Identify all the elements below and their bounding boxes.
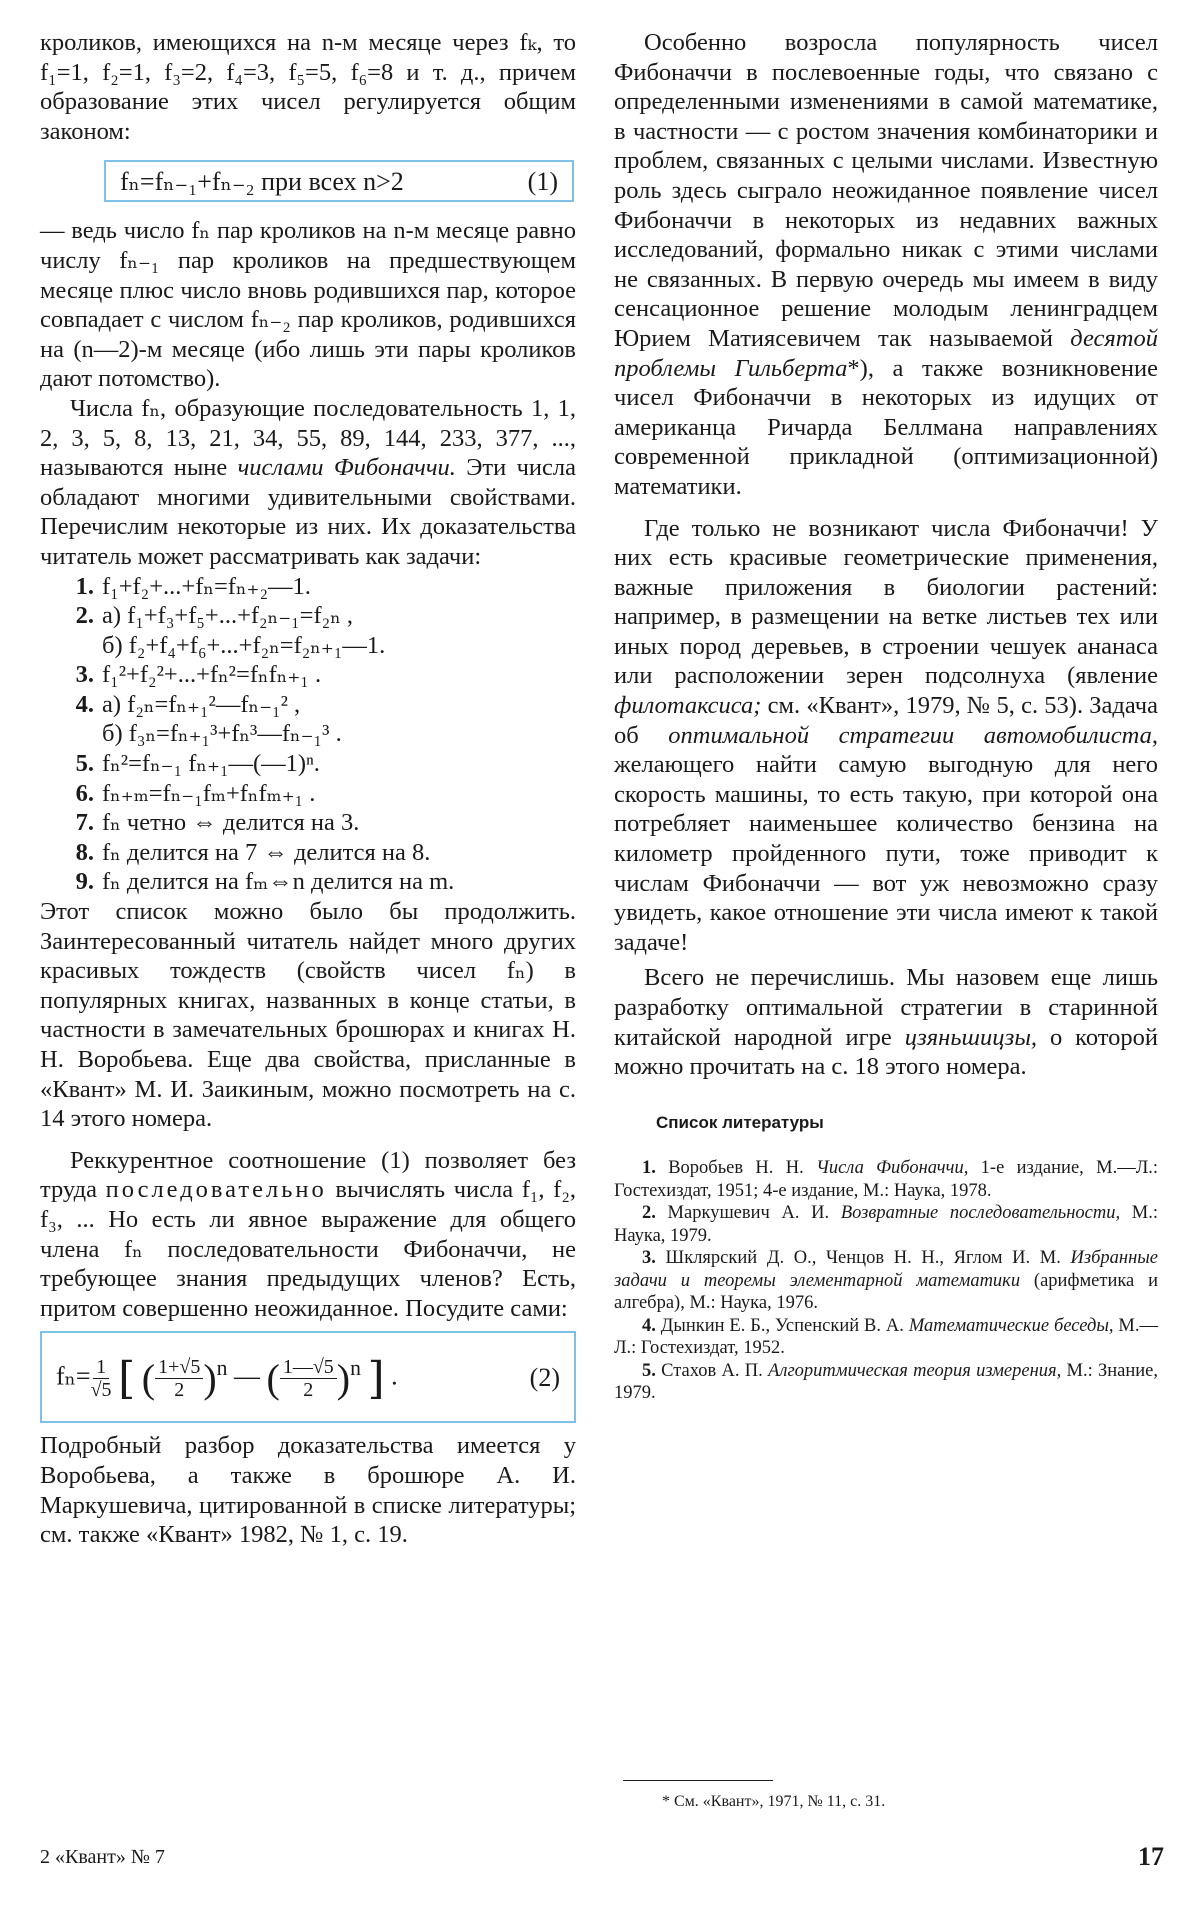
formula-2-box: [40, 1331, 576, 1423]
formula-2-tag: (2): [529, 1362, 560, 1392]
paragraph: Реккурентное соотношение (1) позволяет без труда последовательно вычислять числа f₁, f₂, f₃, ... Но есть ли явное выражение для общего члена fₙ последовательности Фибоначчи, не требующее знания предыдущих членов? Есть, притом совершенно неожиданное. Посудите сами:: [40, 1146, 576, 1322]
list-item: б) f₃ₙ=fₙ₊₁³+fₙ³—fₙ₋₁³ .: [102, 720, 342, 748]
reference-item: 4. Дынкин Е. Б., Успенский В. А. Математические беседы, М.—Л.: Гостехиздат, 1952.: [614, 1315, 1158, 1359]
list-item: 8. fₙ делится на 7 ⇔ делится на 8.: [75, 838, 431, 866]
properties-list: [40, 572, 576, 898]
references-list: [614, 1157, 1158, 1405]
formula-1-box: [104, 160, 574, 202]
paragraph: Особенно возросла популярность чисел Фибоначчи в послевоенные годы, что связано с определенными изменениями в самой математике, в частности — с ростом значения комбинаторики и проблем, связанных с целыми числами. Известную роль здесь сыграло неожиданное появление чисел Фибоначчи в некоторых из недавних важных исследований, формально никак с этими числами не связанных. В первую очередь мы имеем в виду сенсационное решение молодым ленинградцем Юрием Матиясевичем так называемой десятой проблемы Гильберта*), а также возникновение чисел Фибоначчи в некоторых из идущих от американца Ричарда Беллмана направлениях современной прикладной (оптимизационной) математики.: [614, 29, 1159, 500]
page-number: 17: [1138, 1842, 1164, 1871]
formula-1-tag: (1): [527, 166, 558, 196]
list-item: б) f₂+f₄+f₆+...+f₂ₙ=f₂ₙ₊₁—1.: [102, 631, 386, 659]
reference-item: 5. Стахов А. П. Алгоритмическая теория измерения, М.: Знание, 1979.: [614, 1360, 1159, 1404]
footnote-rule: [623, 1780, 773, 1781]
list-item: 2. а) f₁+f₃+f₅+...+f₂ₙ₋₁=f₂ₙ ,: [75, 602, 354, 630]
paragraph: — ведь число fₙ пар кроликов на n-м месяце равно числу fₙ₋₁ пар кроликов на предшествующем месяце плюс число вновь родившихся пар, которое совпадает с числом fₙ₋₂ пар кроликов, родившихся на (n—2)-м месяце (ибо лишь эти пары кроликов дают потомство).: [40, 217, 576, 393]
list-item: 1. f₁+f₂+...+fₙ=fₙ₊₂—1.: [75, 572, 311, 600]
list-item: 5. fₙ²=fₙ₋₁ fₙ₊₁—(—1)ⁿ.: [75, 750, 320, 778]
right-column: [614, 28, 1158, 1405]
paragraph: Числа fₙ, образующие последовательность 1, 1, 2, 3, 5, 8, 13, 21, 34, 55, 89, 144, 233, 377, ..., называются ныне числами Фибоначчи. Эти числа обладают многими удивительными свойствами. Перечислим некоторые из них. Их доказательства читатель может рассматривать как задачи:: [40, 394, 576, 570]
list-item: 3. f₁²+f₂²+...+fₙ²=fₙfₙ₊₁ .: [75, 661, 322, 689]
left-column: [40, 28, 576, 1550]
list-item: 9. fₙ делится на fₘ⇔n делится на m.: [75, 868, 455, 896]
reference-item: 1. Воробьев Н. Н. Числа Фибоначчи, 1-е издание, М.—Л.: Гостехиздат, 1951; 4-е издание, М.: Наука, 1978.: [614, 1158, 1159, 1201]
list-item: 6. fₙ₊ₘ=fₙ₋₁fₘ+fₙfₘ₊₁ .: [75, 779, 316, 807]
paragraph: Подробный разбор доказательства имеется у Воробьева, а также в брошюре А. И. Маркушевича, цитированной в списке литературы; см. также «Квант» 1982, № 1, с. 19.: [40, 1432, 576, 1549]
paragraph: кроликов, имеющихся на n-м месяце через fₖ, то f₁=1, f₂=1, f₃=2, f₄=3, f₅=5, f₆=8 и т. д., причем образование этих чисел регулируется общим законом:: [40, 29, 576, 145]
footnote: * См. «Квант», 1971, № 11, с. 31.: [662, 1793, 886, 1810]
list-item: 7. fₙ четно ⇔ делится на 3.: [75, 809, 360, 837]
reference-item: 2. Маркушевич А. И. Возвратные последовательности, М.: Наука, 1979.: [614, 1203, 1158, 1246]
paragraph: Этот список можно было бы продолжить. Заинтересованный читатель найдет много других красивых тождеств (свойств чисел fₙ) в популярных книгах, названных в конце статьи, в частности в замечательных брошюрах и книгах Н. Н. Воробьева. Еще два свойства, присланные в «Квант» М. И. Заикиным, можно посмотреть на с. 14 этого номера.: [40, 898, 576, 1133]
running-footer: 2 «Квант» № 7: [40, 1846, 165, 1868]
list-item: 4. а) f₂ₙ=fₙ₊₁²—fₙ₋₁² ,: [75, 690, 301, 718]
formula-1: fₙ=fₙ₋₁+fₙ₋₂ при всех n>2: [120, 166, 404, 196]
paragraph: Всего не перечислишь. Мы назовем еще лишь разработку оптимальной стратегии в старинной китайской народной игре цзяньшицзы, о которой можно прочитать на с. 18 этого номера.: [614, 964, 1158, 1081]
formula-2: fₙ= $\frac{1}{√5}$ [ ( $\frac{1+√5}{2}$ )$^n$ — ( $\frac{1—√5}{2}$ )$^n$ ] .: [56, 1352, 398, 1404]
references-title: Список литературы: [656, 1112, 824, 1132]
reference-item: 3. Шклярский Д. О., Ченцов Н. Н., Яглом И. М. Избранные задачи и теоремы элементарной математики (арифметика и алгебра), М.: Наука, 1976.: [614, 1248, 1158, 1314]
paragraph: Где только не возникают числа Фибоначчи! У них есть красивые геометрические применения, важные приложения в биологии растений: например, в размещении на ветке листьев тех или иных пород деревьев, в строении чешуек ананаса или расположении зерен подсолнуха (явление филотаксиса; см. «Квант», 1979, № 5, с. 53). Задача об оптимальной стратегии автомобилиста, желающего найти самую выгодную для него скорость машины, то есть такую, при которой она потребляет наименьшее количество бензина на километр пройденного пути, тоже приводит к числам Фибоначчи — вот уж невозможно сразу увидеть, какое отношение эти числа имеют к такой задаче!: [614, 514, 1159, 956]
